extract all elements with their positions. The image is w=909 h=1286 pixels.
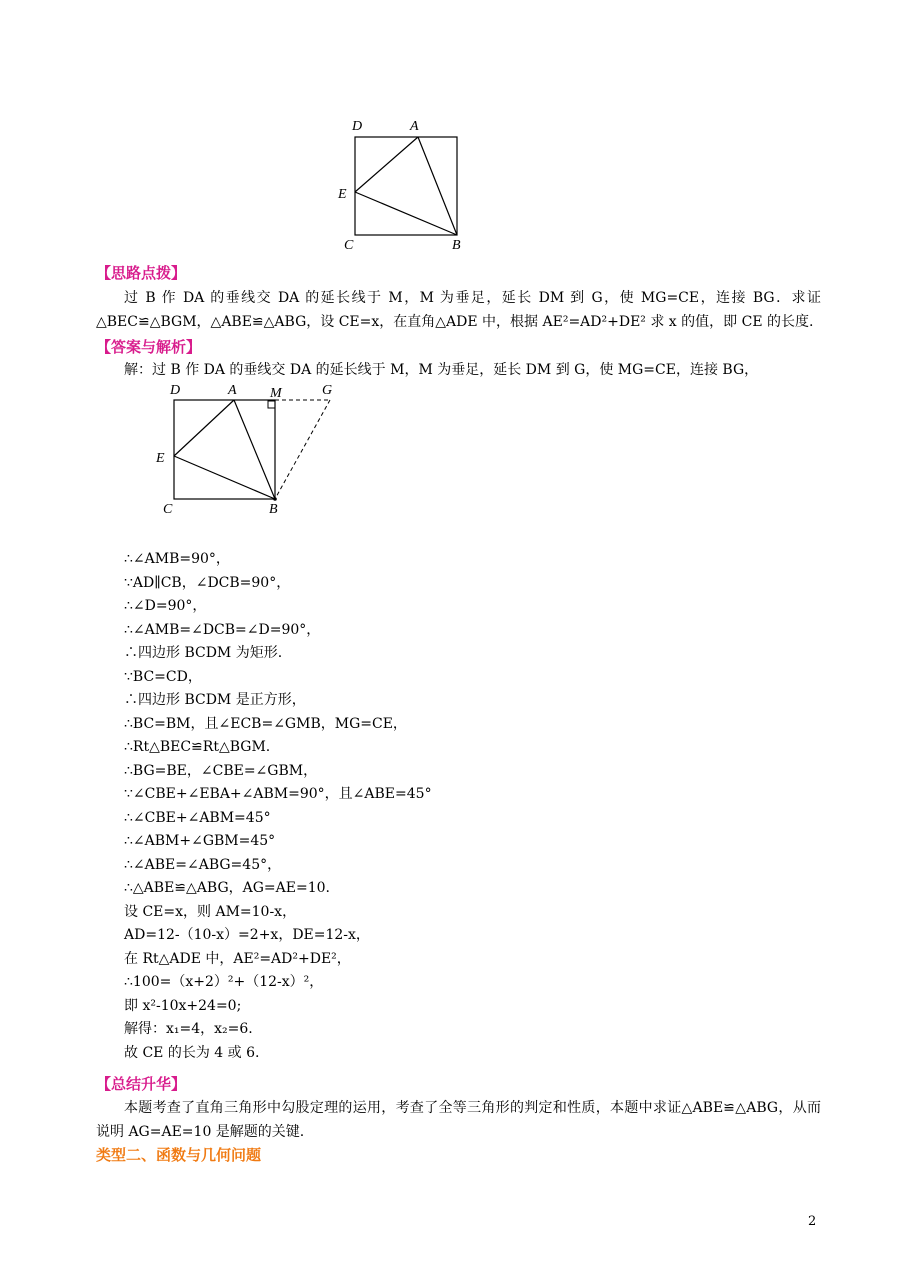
proof-line: ∴∠AMB=90°， [124, 551, 230, 567]
square-dcb-lines [174, 400, 275, 499]
segment-gb-dashed [275, 400, 330, 499]
label-m: M [270, 386, 282, 401]
proof-line: ∵AD∥CB，∠DCB=90°， [124, 574, 291, 591]
proof-line: ∴BG=BE，∠CBE=∠GBM， [124, 762, 318, 779]
label-c: C [163, 502, 173, 517]
proof-line: 解得：x₁=4，x₂=6. [124, 1021, 253, 1037]
proof-line: AD=12-（10-x）=2+x，DE=12-x， [124, 927, 370, 943]
segment-eb [355, 192, 457, 235]
page-number: 2 [808, 1214, 817, 1229]
proof-line: ∴∠ABE=∠ABG=45°， [124, 856, 282, 873]
square-dcbm-lines [355, 137, 457, 235]
figure-2-diagram [150, 378, 350, 518]
summary-heading: 【总结升华】 [96, 1075, 187, 1093]
hint-paragraph: 过 B 作 DA 的垂线交 DA 的延长线于 M，M 为垂足，延长 DM 到 G，使 MG=CE，连接 BG．求证△BEC≌△BGM，△ABE≌△ABG，设 CE=x，在直角△ADE 中，根据 AE²=AD²+DE² 求 x 的值，即 CE 的长度. [96, 290, 821, 330]
proof-line: ∴∠CBE+∠ABM=45° [124, 809, 271, 826]
figure-2 [150, 378, 350, 518]
figure-1 [330, 112, 470, 257]
proof-line: ∴四边形 BCDM 为矩形. [124, 645, 283, 661]
proof-line: ∴BC=BM，且∠ECB=∠GMB，MG=CE， [124, 715, 407, 732]
section-heading: 类型二、函数与几何问题 [96, 1146, 262, 1164]
figure-1-diagram [330, 112, 470, 257]
label-g: G [322, 383, 333, 398]
label-b: B [452, 238, 461, 253]
proof-line: ∴四边形 BCDM 是正方形， [124, 692, 306, 708]
proof-line: ∴Rt△BEC≌Rt△BGM. [124, 739, 271, 755]
label-e: E [338, 187, 347, 202]
proof-line: 设 CE=x，则 AM=10-x， [124, 903, 297, 920]
proof-line: ∴∠D=90°， [124, 598, 207, 614]
summary-paragraph: 本题考查了直角三角形中勾股定理的运用，考查了全等三角形的判定和性质，本题中求证△ABE≌△ABG，从而说明 AG=AE=10 是解题的关键. [96, 1100, 821, 1140]
proof-lines [124, 548, 432, 1065]
proof-line: 即 x²-10x+24=0; [124, 997, 242, 1014]
proof-line: ∵∠CBE+∠EBA+∠ABM=90°，且∠ABE=45° [124, 786, 432, 802]
label-b: B [269, 502, 278, 517]
proof-line: 故 CE 的长为 4 或 6. [124, 1044, 260, 1061]
segment-ea [174, 400, 234, 456]
point-b [273, 497, 277, 501]
proof-line: ∴△ABE≌△ABG，AG=AE=10. [124, 880, 330, 896]
label-d: D [170, 383, 181, 398]
label-a: A [228, 383, 237, 398]
answer-heading: 【答案与解析】 [96, 338, 202, 356]
proof-line: 在 Rt△ADE 中，AE²=AD²+DE²， [124, 950, 351, 967]
segment-ea [355, 137, 418, 192]
segment-ab [418, 137, 457, 235]
answer-intro: 解：过 B 作 DA 的垂线交 DA 的延长线于 M，M 为垂足，延长 DM 到 G，使 MG=CE，连接 BG， [124, 362, 759, 378]
label-d: D [352, 119, 363, 134]
right-angle-mark [268, 401, 275, 408]
label-c: C [344, 238, 354, 253]
proof-line: ∴100=（x+2）²+（12-x）²， [124, 974, 324, 990]
label-a: A [410, 119, 419, 134]
proof-line: ∴∠AMB=∠DCB=∠D=90°， [124, 621, 321, 638]
label-e: E [156, 451, 165, 466]
hint-heading: 【思路点拨】 [96, 264, 187, 282]
proof-line: ∵BC=CD， [124, 668, 202, 685]
proof-line: ∴∠ABM+∠GBM=45° [124, 833, 276, 849]
